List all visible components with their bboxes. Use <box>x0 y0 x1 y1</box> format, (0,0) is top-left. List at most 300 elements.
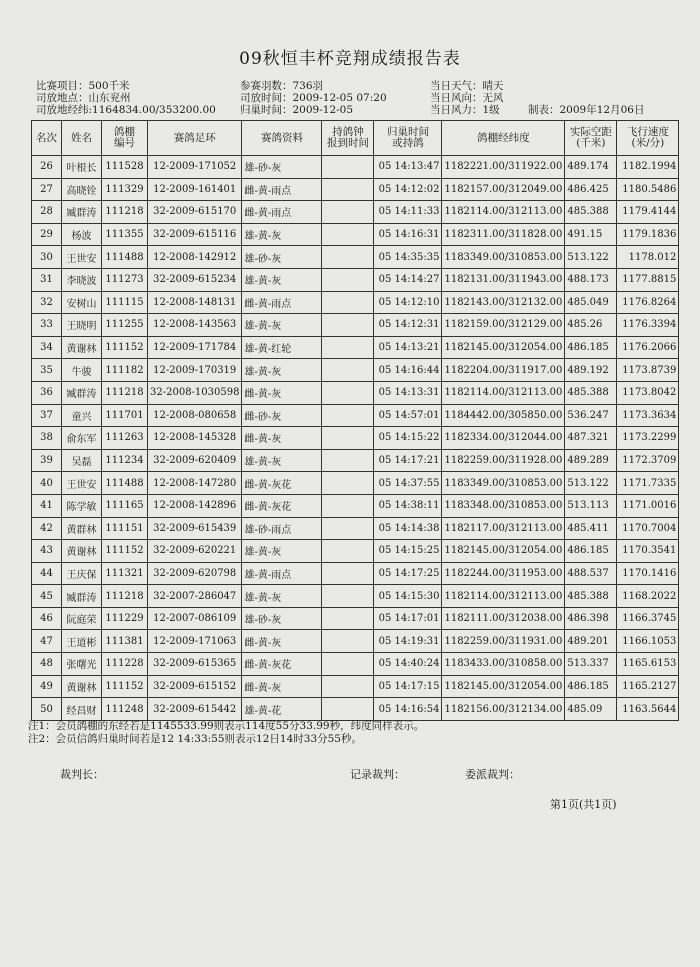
table-cell: 1182145.00/312054.00 <box>442 675 565 698</box>
table-row <box>32 517 679 540</box>
table-cell: 12-2007-086109 <box>148 607 242 630</box>
table-cell: 吴磊 <box>62 449 102 472</box>
table-cell <box>322 246 374 269</box>
table-cell: 12-2009-161401 <box>148 178 242 201</box>
table-cell: 05 14:13:31 <box>374 381 442 404</box>
table-cell: 雄-黄-灰 <box>242 268 322 291</box>
table-cell <box>322 314 374 337</box>
table-cell: 叶根长 <box>62 156 102 179</box>
table-cell: 05 14:14:38 <box>374 517 442 540</box>
table-cell: 1173.8042 <box>617 381 679 404</box>
table-cell <box>322 585 374 608</box>
table-cell: 485.388 <box>565 381 617 404</box>
table-cell: 1177.8815 <box>617 268 679 291</box>
table-cell: 1182157.00/312049.00 <box>442 178 565 201</box>
table-cell: 111701 <box>102 404 148 427</box>
table-cell: 1173.3634 <box>617 404 679 427</box>
table-cell: 雌-黄-灰 <box>242 427 322 450</box>
table-cell: 雌-黄-灰 <box>242 675 322 698</box>
table-cell: 111255 <box>102 314 148 337</box>
table-cell: 32-2009-615152 <box>148 675 242 698</box>
table-cell: 陈学敏 <box>62 494 102 517</box>
table-cell: 05 14:15:22 <box>374 427 442 450</box>
table-row <box>32 472 679 495</box>
table-cell: 38 <box>32 427 62 450</box>
table-cell: 臧群涛 <box>62 381 102 404</box>
table-cell: 45 <box>32 585 62 608</box>
table-header-cell: 归巢时间 或持鸽 <box>374 121 442 156</box>
table-row <box>32 653 679 676</box>
table-row <box>32 630 679 653</box>
table-header-row <box>32 121 679 156</box>
table-cell: 1172.3709 <box>617 449 679 472</box>
table-cell <box>322 675 374 698</box>
table-cell: 雌-黄-灰花 <box>242 653 322 676</box>
table-cell: 雄-黄-花 <box>242 698 322 721</box>
table-row <box>32 698 679 721</box>
table-cell: 童兴 <box>62 404 102 427</box>
table-cell: 27 <box>32 178 62 201</box>
table-cell: 111488 <box>102 246 148 269</box>
table-cell: 486.185 <box>565 675 617 698</box>
table-cell: 1183349.00/310853.00 <box>442 246 565 269</box>
table-cell: 111263 <box>102 427 148 450</box>
table-cell <box>322 223 374 246</box>
table-cell: 111329 <box>102 178 148 201</box>
meta-return-time: 归巢时间：2009-12-05 <box>240 104 354 116</box>
table-cell: 05 14:40:24 <box>374 653 442 676</box>
table-cell: 05 14:37:55 <box>374 472 442 495</box>
table-cell: 12-2008-145328 <box>148 427 242 450</box>
table-cell: 05 14:17:15 <box>374 675 442 698</box>
table-cell <box>322 449 374 472</box>
table-row <box>32 562 679 585</box>
table-cell: 12-2008-142896 <box>148 494 242 517</box>
table-cell: 雌-黄-灰 <box>242 630 322 653</box>
table-cell: 05 14:12:31 <box>374 314 442 337</box>
table-cell: 雌-黄-雨点 <box>242 201 322 224</box>
meta-release-time: 司放时间：2009-12-05 07:20 <box>240 92 387 104</box>
table-cell: 1180.5486 <box>617 178 679 201</box>
table-cell: 489.192 <box>565 359 617 382</box>
table-cell: 32-2009-620221 <box>148 540 242 563</box>
table-cell: 111152 <box>102 675 148 698</box>
table-header-cell: 实际空距 (千米) <box>565 121 617 156</box>
table-row <box>32 607 679 630</box>
table-cell: 臧群涛 <box>62 585 102 608</box>
table-cell: 1182221.00/311922.00 <box>442 156 565 179</box>
table-cell <box>322 156 374 179</box>
table-cell <box>322 178 374 201</box>
table-cell <box>322 494 374 517</box>
table-cell: 485.388 <box>565 585 617 608</box>
table-cell: 111488 <box>102 472 148 495</box>
table-cell: 33 <box>32 314 62 337</box>
meta-release-place: 司放地点：山东兖州 <box>36 92 131 104</box>
table-body <box>32 156 679 721</box>
meta-release-coords: 司放地经纬:1164834.00/353200.00 <box>36 104 216 116</box>
table-cell: 黄谢林 <box>62 540 102 563</box>
table-cell: 王晓明 <box>62 314 102 337</box>
table-cell: 1182131.00/311943.00 <box>442 268 565 291</box>
table-cell: 513.122 <box>565 246 617 269</box>
table-cell: 491.15 <box>565 223 617 246</box>
table-cell: 雌-黄-灰花 <box>242 494 322 517</box>
table-cell: 1183349.00/310853.00 <box>442 472 565 495</box>
table-cell: 485.26 <box>565 314 617 337</box>
table-cell: 张曙光 <box>62 653 102 676</box>
table-cell: 1168.2022 <box>617 585 679 608</box>
recording-judge-signature: 记录裁判： <box>350 768 405 781</box>
table-cell: 1182.1994 <box>617 156 679 179</box>
table-cell: 雌-黄-灰花 <box>242 472 322 495</box>
table-cell: 36 <box>32 381 62 404</box>
table-cell: 1183348.00/310853.00 <box>442 494 565 517</box>
table-row <box>32 427 679 450</box>
table-cell: 111182 <box>102 359 148 382</box>
table-cell: 1182117.00/312113.00 <box>442 517 565 540</box>
table-cell: 111381 <box>102 630 148 653</box>
table-cell: 雄-黄-灰 <box>242 359 322 382</box>
table-cell: 05 14:12:02 <box>374 178 442 201</box>
table-cell: 32-2009-615439 <box>148 517 242 540</box>
table-cell <box>322 630 374 653</box>
table-cell: 12-2008-143563 <box>148 314 242 337</box>
table-cell: 05 14:17:21 <box>374 449 442 472</box>
table-cell: 32-2009-620798 <box>148 562 242 585</box>
table-cell: 雄-黄-灰 <box>242 223 322 246</box>
table-cell <box>322 404 374 427</box>
table-cell: 雄-黄-灰 <box>242 540 322 563</box>
table-cell: 12-2009-171784 <box>148 336 242 359</box>
table-cell: 32-2009-615442 <box>148 698 242 721</box>
table-cell: 1182145.00/312054.00 <box>442 336 565 359</box>
table-cell: 486.185 <box>565 336 617 359</box>
table-cell: 1182259.00/311931.00 <box>442 630 565 653</box>
table-cell: 29 <box>32 223 62 246</box>
table-cell <box>322 540 374 563</box>
meta-made-date: 制表：2009年12月06日 <box>528 104 645 116</box>
table-cell: 1171.0016 <box>617 494 679 517</box>
table-cell: 李晓波 <box>62 268 102 291</box>
table-cell: 48 <box>32 653 62 676</box>
table-cell: 高晓铨 <box>62 178 102 201</box>
table-cell: 1166.3745 <box>617 607 679 630</box>
table-cell: 489.174 <box>565 156 617 179</box>
table-cell: 32-2009-615234 <box>148 268 242 291</box>
table-cell: 487.321 <box>565 427 617 450</box>
page-number: 第1页(共1页) <box>550 798 617 811</box>
table-cell: 12-2009-171052 <box>148 156 242 179</box>
table-cell: 黄谢林 <box>62 675 102 698</box>
table-cell: 05 14:14:27 <box>374 268 442 291</box>
table-cell: 05 14:15:25 <box>374 540 442 563</box>
table-cell: 雌-黄-雨点 <box>242 178 322 201</box>
table-cell: 05 14:38:11 <box>374 494 442 517</box>
table-cell <box>322 381 374 404</box>
table-cell: 阮庭荣 <box>62 607 102 630</box>
table-cell: 32 <box>32 291 62 314</box>
table-header-cell: 赛鸽足环 <box>148 121 242 156</box>
table-row <box>32 291 679 314</box>
table-cell: 32-2009-615170 <box>148 201 242 224</box>
table-cell <box>322 427 374 450</box>
chief-judge-signature: 裁判长： <box>60 768 104 781</box>
table-cell: 雄-黄-灰 <box>242 449 322 472</box>
table-cell: 1182111.00/312038.00 <box>442 607 565 630</box>
table-cell: 1179.1836 <box>617 223 679 246</box>
table-cell: 485.049 <box>565 291 617 314</box>
table-cell: 12-2009-170319 <box>148 359 242 382</box>
table-row <box>32 381 679 404</box>
table-cell: 05 14:16:44 <box>374 359 442 382</box>
table-cell: 1165.2127 <box>617 675 679 698</box>
table-cell: 489.201 <box>565 630 617 653</box>
table-cell: 1176.2066 <box>617 336 679 359</box>
table-cell: 30 <box>32 246 62 269</box>
table-cell: 486.398 <box>565 607 617 630</box>
table-cell: 50 <box>32 698 62 721</box>
table-cell: 1182244.00/311953.00 <box>442 562 565 585</box>
table-cell: 雄-砂-雨点 <box>242 517 322 540</box>
table-cell: 1173.2299 <box>617 427 679 450</box>
page-title: 09秋恒丰杯竞翔成绩报告表 <box>239 49 461 69</box>
table-row <box>32 178 679 201</box>
table-cell: 111234 <box>102 449 148 472</box>
table-cell: 05 14:13:21 <box>374 336 442 359</box>
table-cell: 513.122 <box>565 472 617 495</box>
meta-wind-direction: 当日风向：无风 <box>430 92 504 104</box>
table-row <box>32 223 679 246</box>
table-cell <box>322 201 374 224</box>
table-cell: 485.388 <box>565 201 617 224</box>
table-row <box>32 268 679 291</box>
table-cell: 1165.6153 <box>617 653 679 676</box>
table-cell: 雄-黄-红轮 <box>242 336 322 359</box>
table-cell: 1182334.00/312044.00 <box>442 427 565 450</box>
table-cell: 32-2009-615365 <box>148 653 242 676</box>
table-cell: 王世安 <box>62 472 102 495</box>
table-cell: 43 <box>32 540 62 563</box>
table-row <box>32 540 679 563</box>
table-row <box>32 336 679 359</box>
table-row <box>32 449 679 472</box>
table-cell: 05 14:11:33 <box>374 201 442 224</box>
meta-entries: 参赛羽数：736羽 <box>240 80 324 92</box>
table-cell: 536.247 <box>565 404 617 427</box>
table-cell: 王庆保 <box>62 562 102 585</box>
table-cell: 1178.012 <box>617 246 679 269</box>
table-cell: 俞东军 <box>62 427 102 450</box>
table-cell: 42 <box>32 517 62 540</box>
table-cell: 26 <box>32 156 62 179</box>
table-cell: 1182204.00/311917.00 <box>442 359 565 382</box>
table-cell: 111273 <box>102 268 148 291</box>
table-cell: 111218 <box>102 381 148 404</box>
table-cell: 1182159.00/312129.00 <box>442 314 565 337</box>
table-header-cell: 姓名 <box>62 121 102 156</box>
table-cell: 39 <box>32 449 62 472</box>
table-cell: 05 14:17:01 <box>374 607 442 630</box>
table-cell: 12-2008-080658 <box>148 404 242 427</box>
table-row <box>32 359 679 382</box>
table-cell: 32-2008-1030598 <box>148 381 242 404</box>
table-cell: 32-2007-286047 <box>148 585 242 608</box>
table-cell: 05 14:16:54 <box>374 698 442 721</box>
table-cell: 1182114.00/312113.00 <box>442 201 565 224</box>
table-cell: 雄-砂-灰 <box>242 156 322 179</box>
table-cell: 1171.7335 <box>617 472 679 495</box>
table-cell: 111151 <box>102 517 148 540</box>
results-table <box>31 120 679 721</box>
table-header-cell: 持鸽钟 报到时间 <box>322 121 374 156</box>
table-cell: 05 14:15:30 <box>374 585 442 608</box>
table-cell: 1184442.00/305850.00 <box>442 404 565 427</box>
table-cell: 488.537 <box>565 562 617 585</box>
table-row <box>32 156 679 179</box>
table-cell: 05 14:12:10 <box>374 291 442 314</box>
table-cell: 雌-砂-灰 <box>242 404 322 427</box>
table-cell <box>322 291 374 314</box>
table-cell: 雄-黄-灰 <box>242 585 322 608</box>
table-cell: 1182143.00/312132.00 <box>442 291 565 314</box>
table-cell: 35 <box>32 359 62 382</box>
table-cell: 41 <box>32 494 62 517</box>
table-cell: 1182114.00/312113.00 <box>442 381 565 404</box>
table-cell: 1182259.00/311928.00 <box>442 449 565 472</box>
table-cell: 111248 <box>102 698 148 721</box>
table-cell: 111115 <box>102 291 148 314</box>
table-cell: 111152 <box>102 540 148 563</box>
table-row <box>32 404 679 427</box>
table-cell: 489.289 <box>565 449 617 472</box>
table-cell: 111152 <box>102 336 148 359</box>
table-cell: 黄群林 <box>62 517 102 540</box>
table-row <box>32 314 679 337</box>
table-cell: 44 <box>32 562 62 585</box>
table-header-cell: 名次 <box>32 121 62 156</box>
table-header-cell: 赛鸽资料 <box>242 121 322 156</box>
table-cell: 1166.1053 <box>617 630 679 653</box>
table-cell: 485.411 <box>565 517 617 540</box>
table-cell: 12-2008-142912 <box>148 246 242 269</box>
table-cell: 12-2009-171063 <box>148 630 242 653</box>
table-cell: 05 14:13:47 <box>374 156 442 179</box>
table-cell: 05 14:57:01 <box>374 404 442 427</box>
table-cell: 1170.7004 <box>617 517 679 540</box>
table-cell: 臧群涛 <box>62 201 102 224</box>
table-header-cell: 鸽棚经纬度 <box>442 121 565 156</box>
table-cell: 1182311.00/311828.00 <box>442 223 565 246</box>
table-cell: 牛骏 <box>62 359 102 382</box>
table-cell: 1179.4144 <box>617 201 679 224</box>
note-2: 注2：会员信鸽归巢时间若是12 14:33:55则表示12日14时33分55秒。 <box>28 733 362 745</box>
table-cell: 王道彬 <box>62 630 102 653</box>
table-cell: 111218 <box>102 585 148 608</box>
table-cell: 雌-黄-灰 <box>242 381 322 404</box>
table-cell: 49 <box>32 675 62 698</box>
table-cell: 31 <box>32 268 62 291</box>
table-cell: 雄-黄-雨点 <box>242 562 322 585</box>
table-cell <box>322 653 374 676</box>
table-cell: 1182145.00/312054.00 <box>442 540 565 563</box>
table-row <box>32 201 679 224</box>
table-cell: 1170.1416 <box>617 562 679 585</box>
table-cell: 1183433.00/310858.00 <box>442 653 565 676</box>
table-cell: 46 <box>32 607 62 630</box>
table-cell: 111228 <box>102 653 148 676</box>
note-1: 注1：会员鸽棚的东经若是1145533.99则表示114度55分33.99秒，纬度同样表示。 <box>28 720 425 732</box>
table-cell <box>322 336 374 359</box>
table-cell: 111218 <box>102 201 148 224</box>
table-cell: 111355 <box>102 223 148 246</box>
meta-race-item: 比赛项目：500千米 <box>36 80 130 92</box>
table-cell: 32-2009-615116 <box>148 223 242 246</box>
table-cell: 32-2009-620409 <box>148 449 242 472</box>
table-row <box>32 494 679 517</box>
table-cell: 经昌财 <box>62 698 102 721</box>
table-cell: 杨波 <box>62 223 102 246</box>
meta-weather: 当日天气：晴天 <box>430 80 504 92</box>
table-cell: 05 14:16:31 <box>374 223 442 246</box>
table-cell <box>322 607 374 630</box>
table-cell <box>322 517 374 540</box>
table-row <box>32 585 679 608</box>
table-header-cell: 飞行速度 (米/分) <box>617 121 679 156</box>
table-cell: 486.185 <box>565 540 617 563</box>
table-cell: 1173.8739 <box>617 359 679 382</box>
table-cell: 1182114.00/312113.00 <box>442 585 565 608</box>
table-cell: 34 <box>32 336 62 359</box>
table-cell: 111528 <box>102 156 148 179</box>
table-cell <box>322 472 374 495</box>
table-cell: 12-2008-148131 <box>148 291 242 314</box>
table-cell: 雌-黄-雨点 <box>242 291 322 314</box>
table-row <box>32 246 679 269</box>
table-cell: 40 <box>32 472 62 495</box>
table-cell: 1182156.00/312134.00 <box>442 698 565 721</box>
table-row <box>32 675 679 698</box>
table-cell: 王世安 <box>62 246 102 269</box>
table-cell: 111321 <box>102 562 148 585</box>
table-cell: 28 <box>32 201 62 224</box>
table-cell: 黄谢林 <box>62 336 102 359</box>
meta-wind-force: 当日风力：1级 <box>430 104 500 116</box>
table-cell: 513.113 <box>565 494 617 517</box>
table-cell <box>322 268 374 291</box>
table-cell: 雄-砂-灰 <box>242 246 322 269</box>
table-cell <box>322 359 374 382</box>
table-cell: 485.09 <box>565 698 617 721</box>
table-cell: 513.337 <box>565 653 617 676</box>
table-cell: 1176.3394 <box>617 314 679 337</box>
table-cell: 1170.3541 <box>617 540 679 563</box>
assigned-judge-signature: 委派裁判： <box>465 768 520 781</box>
table-header-cell: 鸽棚 编号 <box>102 121 148 156</box>
table-cell: 47 <box>32 630 62 653</box>
table-cell: 05 14:17:25 <box>374 562 442 585</box>
notes <box>28 720 424 746</box>
table-cell: 雄-黄-灰 <box>242 314 322 337</box>
table-cell: 111229 <box>102 607 148 630</box>
table-cell: 1163.5644 <box>617 698 679 721</box>
table-cell <box>322 698 374 721</box>
table-cell: 12-2008-147280 <box>148 472 242 495</box>
table-cell: 488.173 <box>565 268 617 291</box>
table-cell: 111165 <box>102 494 148 517</box>
table-cell: 1176.8264 <box>617 291 679 314</box>
table-cell: 05 14:19:31 <box>374 630 442 653</box>
